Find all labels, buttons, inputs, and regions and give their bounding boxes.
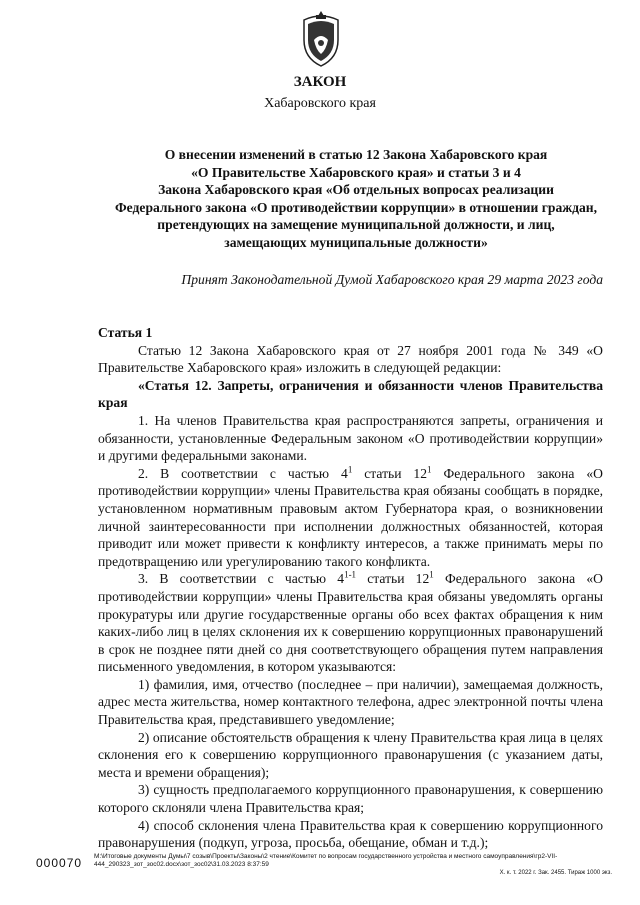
article-intro: Статью 12 Закона Хабаровского края от 27 ноября 2001 года № 349 «О Правительстве Хабаровского края» изложить в следующей редакции:: [98, 342, 603, 376]
paragraph-3-text: статьи 12: [356, 571, 430, 587]
list-item-4: 4) способ склонения члена Правительства края к совершению коррупционного правонарушения (подкуп, угроза, просьба, обещание, обман и т.д.);: [98, 817, 603, 851]
paragraph-2-text: статьи 12: [352, 465, 428, 481]
list-item-3: 3) сущность предполагаемого коррупционного правонарушения, к совершению которого склоняли члена Правительства края;: [98, 782, 603, 816]
superscript: 1: [347, 464, 353, 475]
superscript: 1-1: [344, 569, 357, 580]
superscript: 1: [429, 569, 434, 580]
heading-line: «О Правительстве Хабаровского края» и статьи 3 и 4: [191, 164, 521, 180]
paragraph-3-text: 3. В соответствии с частью 4: [138, 571, 345, 587]
paragraph-3-text: Федерального закона «О противодействии коррупции» члены Правительства края обязаны уведомлять органы прокуратуры или другие государственные органы обо всех фактах обращения к ним каких-либо лиц в целях склонения их к совершению коррупционных правонарушений в срок не позднее пяти дней со дня соответствующего обращения путем направления письменного уведомления, в котором указываются:: [98, 571, 603, 675]
coat-of-arms-emblem: [296, 10, 346, 68]
paragraph-2: [98, 465, 603, 571]
print-info: Х. к. т. 2022 г. Зак. 2455. Тираж 1000 экз.: [499, 870, 612, 876]
article-label: Статья 1: [98, 325, 153, 340]
region-name: Хабаровского края: [264, 96, 376, 111]
law-body: [98, 324, 603, 852]
heading-line: замещающих муниципальные должности»: [224, 234, 488, 250]
law-heading: [100, 146, 612, 252]
file-path: M:\Итоговые документы Думы\7 созыв\Проекты\Законы\2 чтение\Комитет по вопросам государственного устройства и местного самоуправления\гр2-VII-444_290323_зот_зос02.docx\зот_зос02\31.03.2023 8:37:59: [94, 853, 558, 868]
article-12-title: «Статья 12. Запреты, ограничения и обязанности членов Правительства края: [98, 377, 603, 411]
list-item-2: 2) описание обстоятельств обращения к члену Правительства края лица в целях склонения его к совершению коррупционного правонарушения (с указанием даты, места и времени обращения);: [98, 729, 603, 780]
paragraph-3: [98, 570, 603, 676]
heading-line: претендующих на замещение муниципальной должности, и лиц,: [157, 217, 555, 233]
paragraph-2-text: 2. В соответствии с частью 4: [138, 465, 348, 481]
law-title: ЗАКОН: [293, 74, 347, 90]
heading-line: О внесении изменений в статью 12 Закона Хабаровского края: [164, 147, 548, 162]
heading-line: Закона Хабаровского края «Об отдельных вопросах реализации: [158, 182, 554, 198]
document-number: 000070: [36, 856, 83, 870]
paragraph-2-text: Федерального закона «О противодействии коррупции» члены Правительства края обязаны сообщать в порядке, установленном нормативным правовым актом Губернатора края, о возникновении личной заинтересованности при исполнении должностных обязанностей, которая приводит или может привести к конфликту интересов, а также принимать меры по предотвращению или урегулированию такого конфликта.: [98, 465, 603, 569]
paragraph-1: 1. На членов Правительства края распространяются запреты, ограничения и обязанности, установленные Федеральным законом «О противодействии коррупции» и другими федеральными законами.: [98, 412, 603, 464]
list-item-1: 1) фамилия, имя, отчество (последнее – при наличии), замещаемая должность, адрес места жительства, номер контактного телефона, адрес электронной почты члена Правительства края, представившего уведомление;: [98, 676, 603, 728]
heading-line: Федерального закона «О противодействии коррупции» в отношении граждан,: [115, 199, 597, 215]
superscript: 1: [427, 464, 432, 475]
adoption-note: Принят Законодательной Думой Хабаровского края 29 марта 2023 года: [181, 272, 603, 287]
